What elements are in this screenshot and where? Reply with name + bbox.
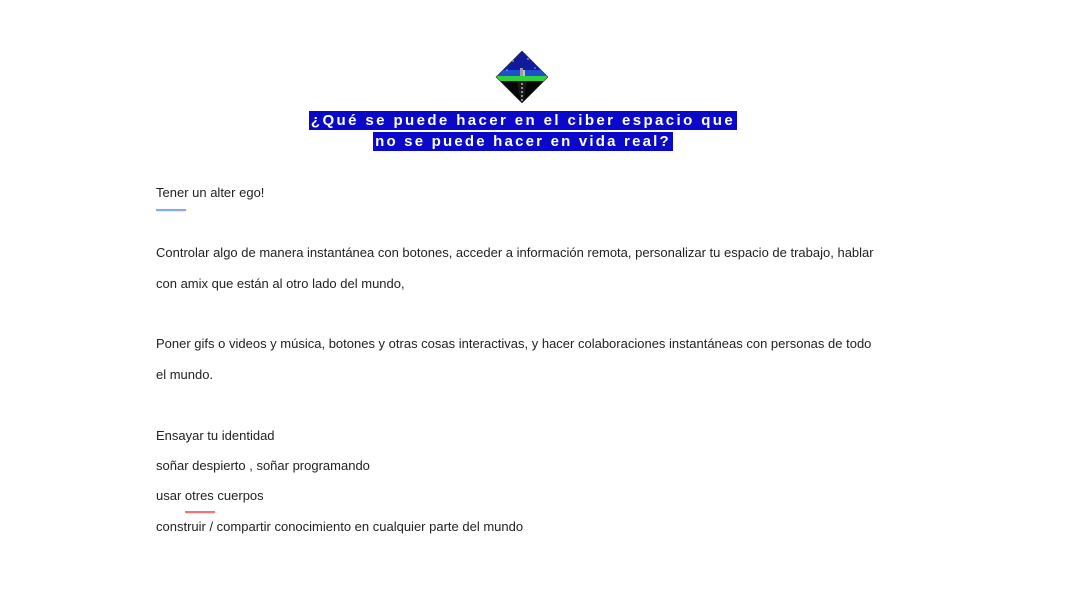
spellcheck-underline-red bbox=[185, 511, 216, 514]
title-line-2: no se puede hacer en vida real? bbox=[375, 133, 671, 150]
paragraph-construir: construir / compartir conocimiento en cualquier parte del mundo bbox=[156, 519, 524, 534]
paragraph-sonar: soñar despierto , soñar programando bbox=[156, 458, 370, 473]
page-title bbox=[0, 110, 1046, 152]
paragraph-ensayar: Ensayar tu identidad bbox=[156, 428, 275, 443]
paragraph-usar: usar otres cuerpos bbox=[156, 488, 264, 503]
spellcheck-underline bbox=[156, 209, 187, 212]
paragraph-controlar-line-1: Controlar algo de manera instantánea con botones, acceder a información remota, personalizar tu espacio de trabajo, hablar bbox=[156, 245, 874, 260]
title-line-1: ¿Qué se puede hacer en el ciber espacio que bbox=[310, 112, 736, 129]
paragraph-poner-line-2: el mundo. bbox=[156, 367, 214, 382]
logo-diamond-icon bbox=[495, 50, 549, 104]
paragraph-alter-ego: Tener un alter ego! bbox=[156, 185, 265, 200]
paragraph-poner-line-1: Poner gifs o videos y música, botones y otras cosas interactivas, y hacer colaboraciones instantáneas con personas de todo bbox=[156, 336, 872, 351]
paragraph-controlar-line-2: con amix que están al otro lado del mundo, bbox=[156, 276, 405, 291]
